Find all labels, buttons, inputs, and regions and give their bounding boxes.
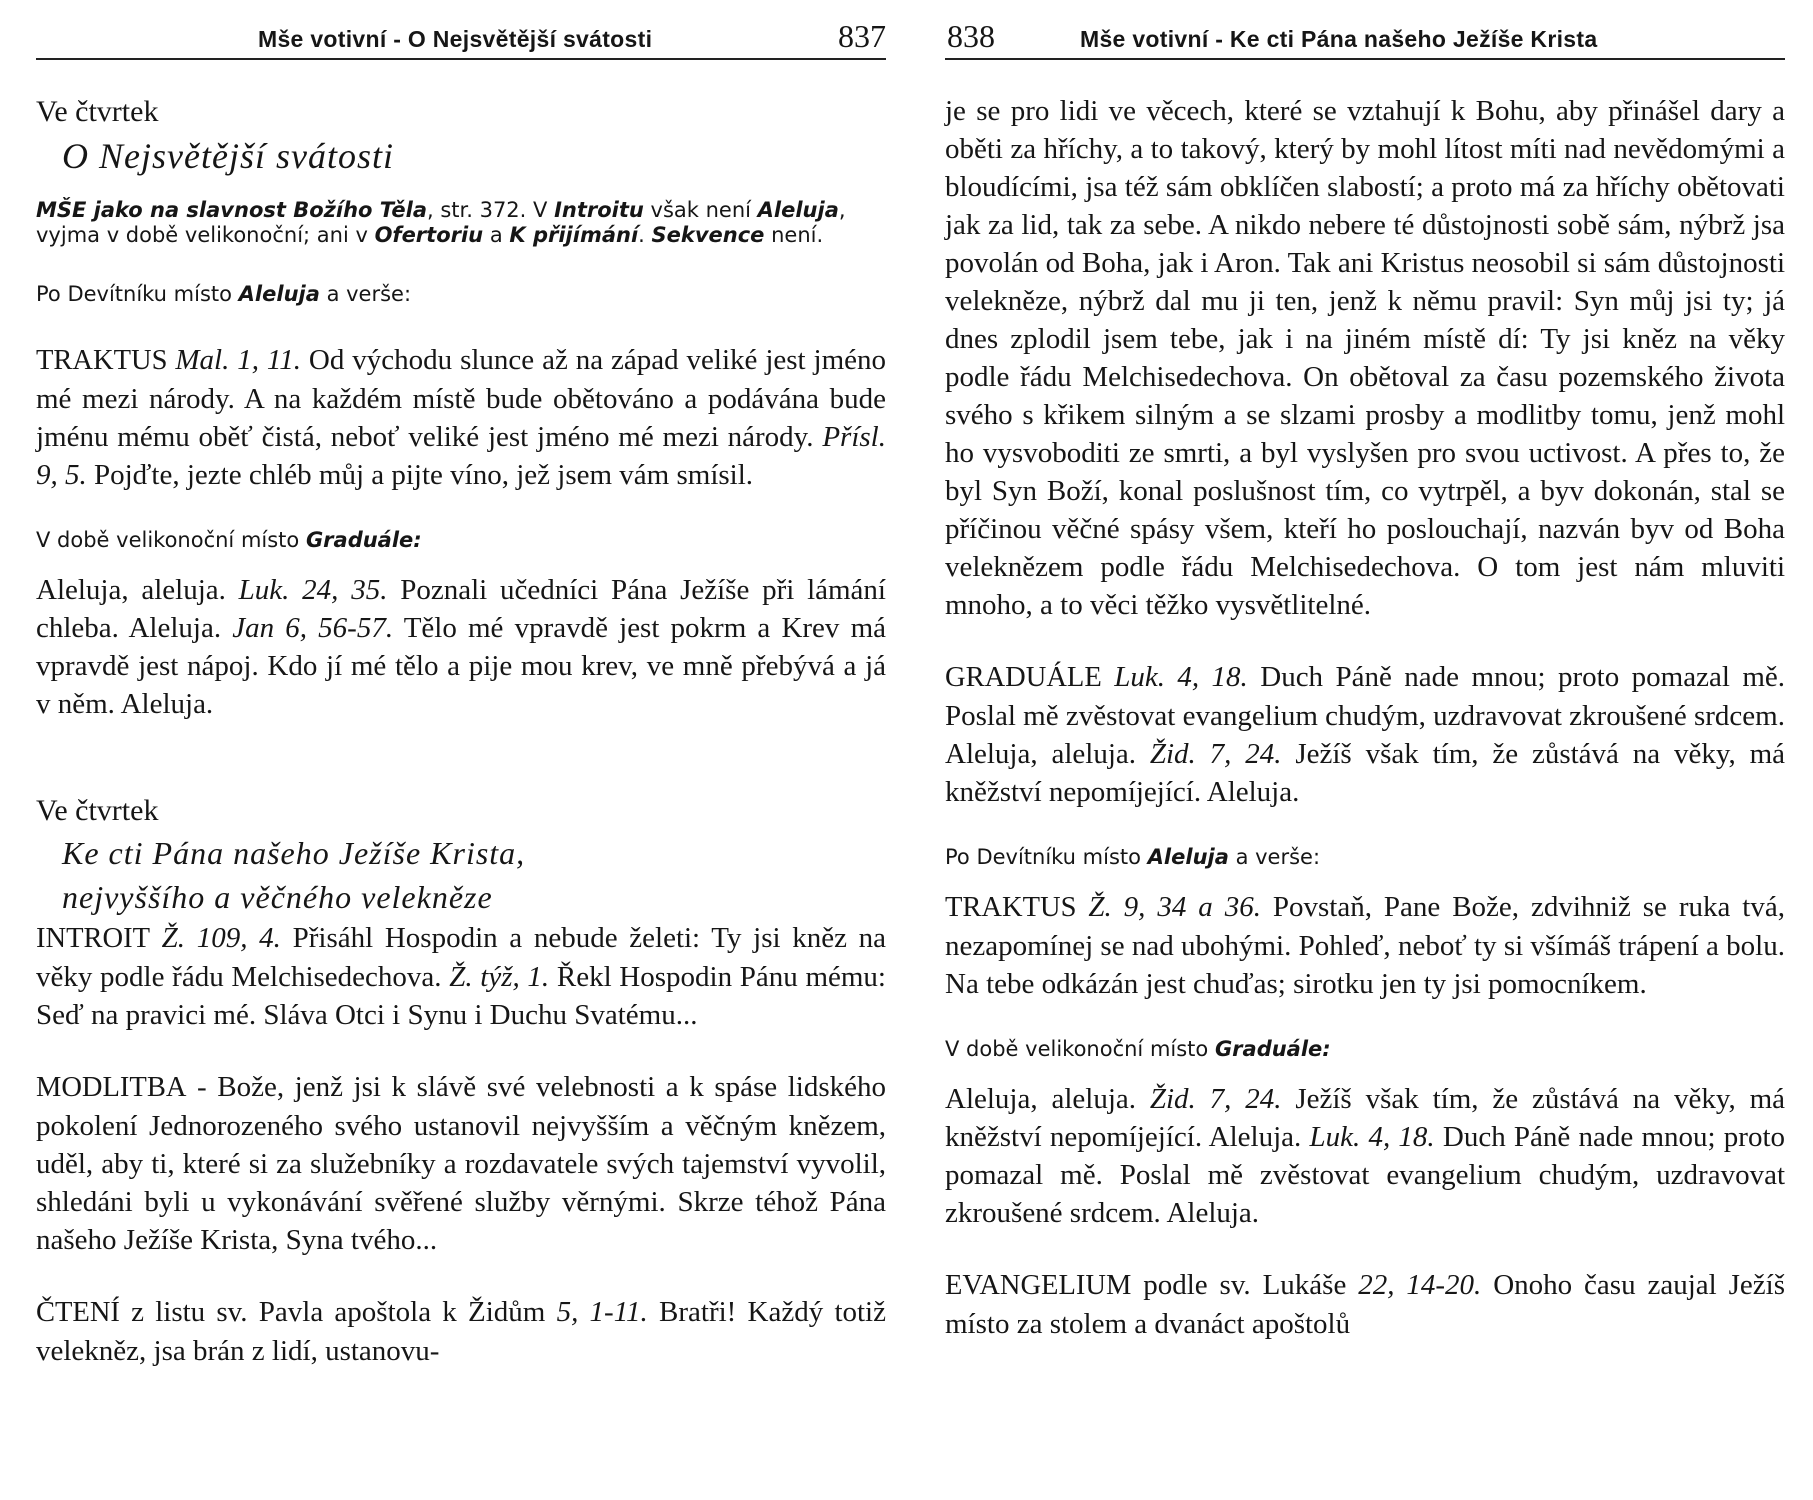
section-title: O Nejsvětější svátosti bbox=[62, 136, 394, 176]
rubric-note: Po Devítníku místo Aleluja a verše: bbox=[36, 282, 412, 306]
section-title: Ke cti Pána našeho Ježíše Krista, bbox=[62, 835, 526, 871]
section-kicker: Ve čtvrtek bbox=[36, 95, 159, 128]
right-header-title: Mše votivní - Ke cti Pána našeho Ježíše Krista bbox=[1080, 26, 1598, 52]
rubric-note: V době velikonoční místo Graduále: bbox=[36, 528, 422, 552]
left-header-title: Mše votivní - O Nejsvětější svátosti bbox=[258, 26, 653, 52]
right-page bbox=[945, 0, 1785, 1500]
tract-paragraph: TRAKTUS Mal. 1, 11. Od východu slunce až na západ veliké jest jméno mé mezi národy. A na každém místě bude obětováno a podávána bude jménu mému oběť čistá, neboť veliké jest jméno mé mezi národy. Přísl. 9, 5. Pojďte, jezte chléb můj a pijte víno, jež jsem vám smísil. bbox=[36, 344, 887, 491]
left-body bbox=[36, 62, 886, 1370]
right-page-number: 838 bbox=[947, 18, 995, 54]
section-subtitle: nejvyššího a věčného velekněze bbox=[62, 879, 493, 915]
easter-paragraph: Aleluja, aleluja. Žid. 7, 24. Ježíš však tím, že zůstává na věky, má kněžství nepomíjející. Aleluja. Luk. 4, 18. Duch Páně nade mnou; proto pomazal mě. Poslal mě zvěstovat evangelium chudým, uzdravovat zkroušené srdcem. Aleluja. bbox=[945, 1083, 1786, 1229]
reading-continuation: je se pro lidi ve věcech, které se vztahují k Bohu, aby přinášel dary a oběti za hříchy, a to takový, který by mohl lítost míti nad nevědomými a bloudícími, jsa též sám obklíčen slabostí; a proto má za hříchy obětovati jak za lid, tak za sebe. A nikdo nebere té důstojnosti sobě sám, nýbrž jsa povolán od Boha, jak i Aron. Tak ani Kristus neosobil si sám důstojnosti velekněze, nýbrž dal mu ji ten, jenž k němu pravil: Syn můj jsi ty; já dnes zplodil jsem tebe, jak i na jiném místě dí: Ty jsi kněz na věky podle řádu Melchisedechova. On obětoval za času pozemského života svého s křikem silným a se slzami prosby a modlitby tomu, jenž mohl ho vysvoboditi ze smrti, a byl vyslyšen pro svou uctivost. A přes to, že byl Syn Boží, konal poslušnost tím, co vytrpěl, a byv dokonán, stal se příčinou věčné spásy všem, kteří ho poslouchají, nazván byv od Boha veleknězem podle řádu Melchisedechova. O tom jest nám mluviti mnoho, a to věci těžko vysvětlitelné. bbox=[945, 95, 1786, 621]
gospel-paragraph: EVANGELIUM podle sv. Lukáše 22, 14-20. Onoho času zaujal Ježíš místo za stolem a dvanáct apoštolů bbox=[945, 1269, 1785, 1340]
right-running-head bbox=[945, 0, 1785, 62]
section-kicker: Ve čtvrtek bbox=[36, 794, 159, 827]
right-body bbox=[945, 62, 1785, 1343]
left-page-number: 837 bbox=[838, 18, 886, 54]
right-header-rule bbox=[945, 58, 1785, 60]
left-page bbox=[36, 0, 886, 1500]
gradual-paragraph: GRADUÁLE Luk. 4, 18. Duch Páně nade mnou; proto pomazal mě. Poslal mě zvěstovat evangelium chudým, uzdravovat zkroušené srdcem. Aleluja, aleluja. Žid. 7, 24. Ježíš však tím, že zůstává na věky, má kněžství nepomíjející. Aleluja. bbox=[945, 661, 1786, 808]
left-header-rule bbox=[36, 58, 886, 60]
easter-paragraph: Aleluja, aleluja. Luk. 24, 35. Poznali učedníci Pána Ježíše při lámání chleba. Aleluja. Jan 6, 56-57. Tělo mé vpravdě jest pokrm a Krev má vpravdě jest nápoj. Kdo jí mé tělo a pije mou krev, ve mně přebývá a já v něm. Aleluja. bbox=[36, 574, 886, 720]
rubric-note: Po Devítníku místo Aleluja a verše: bbox=[945, 845, 1321, 869]
rubric-note: MŠE jako na slavnost Božího Těla, str. 372. V Introitu však není Aleluja, vyjma v době velikonoční; ani v Ofertoriu a K přijímání. Sekvence není. bbox=[36, 198, 846, 247]
rubric-note: V době velikonoční místo Graduále: bbox=[945, 1037, 1331, 1061]
introit-paragraph: INTROIT Ž. 109, 4. Přisáhl Hospodin a nebude želeti: Ty jsi kněz na věky podle řádu Melchisedechova. Ž. týž, 1. Řekl Hospodin Pánu mému: Seď na pravici mé. Sláva Otci i Synu i Duchu Svatému... bbox=[36, 922, 887, 1031]
prayer-paragraph: MODLITBA - Bože, jenž jsi k slávě své velebnosti a k spáse lidského pokolení Jednorozeného svého ustanovil nejvyšším a věčným knězem, uděl, aby ti, které si za služebníky a rozdavatele svých tajemství vyvolil, shledáni byli u vykonávání svěřené služby věrnými. Skrze téhož Pána našeho Ježíše Krista, Syna tvého... bbox=[36, 1071, 886, 1256]
tract-paragraph: TRAKTUS Ž. 9, 34 a 36. Povstaň, Pane Bože, zdvihniž se ruka tvá, nezapomínej se nad ubohými. Pohleď, neboť ty si všímáš trápení a bolu. Na tebe odkázán jest chuďas; sirotku jen ty jsi pomocníkem. bbox=[945, 891, 1785, 1000]
reading-paragraph: ČTENÍ z listu sv. Pavla apoštola k Židům 5, 1-11. Bratři! Každý totiž velekněz, jsa brán z lidí, ustanovu- bbox=[36, 1296, 886, 1367]
left-running-head bbox=[36, 0, 886, 62]
